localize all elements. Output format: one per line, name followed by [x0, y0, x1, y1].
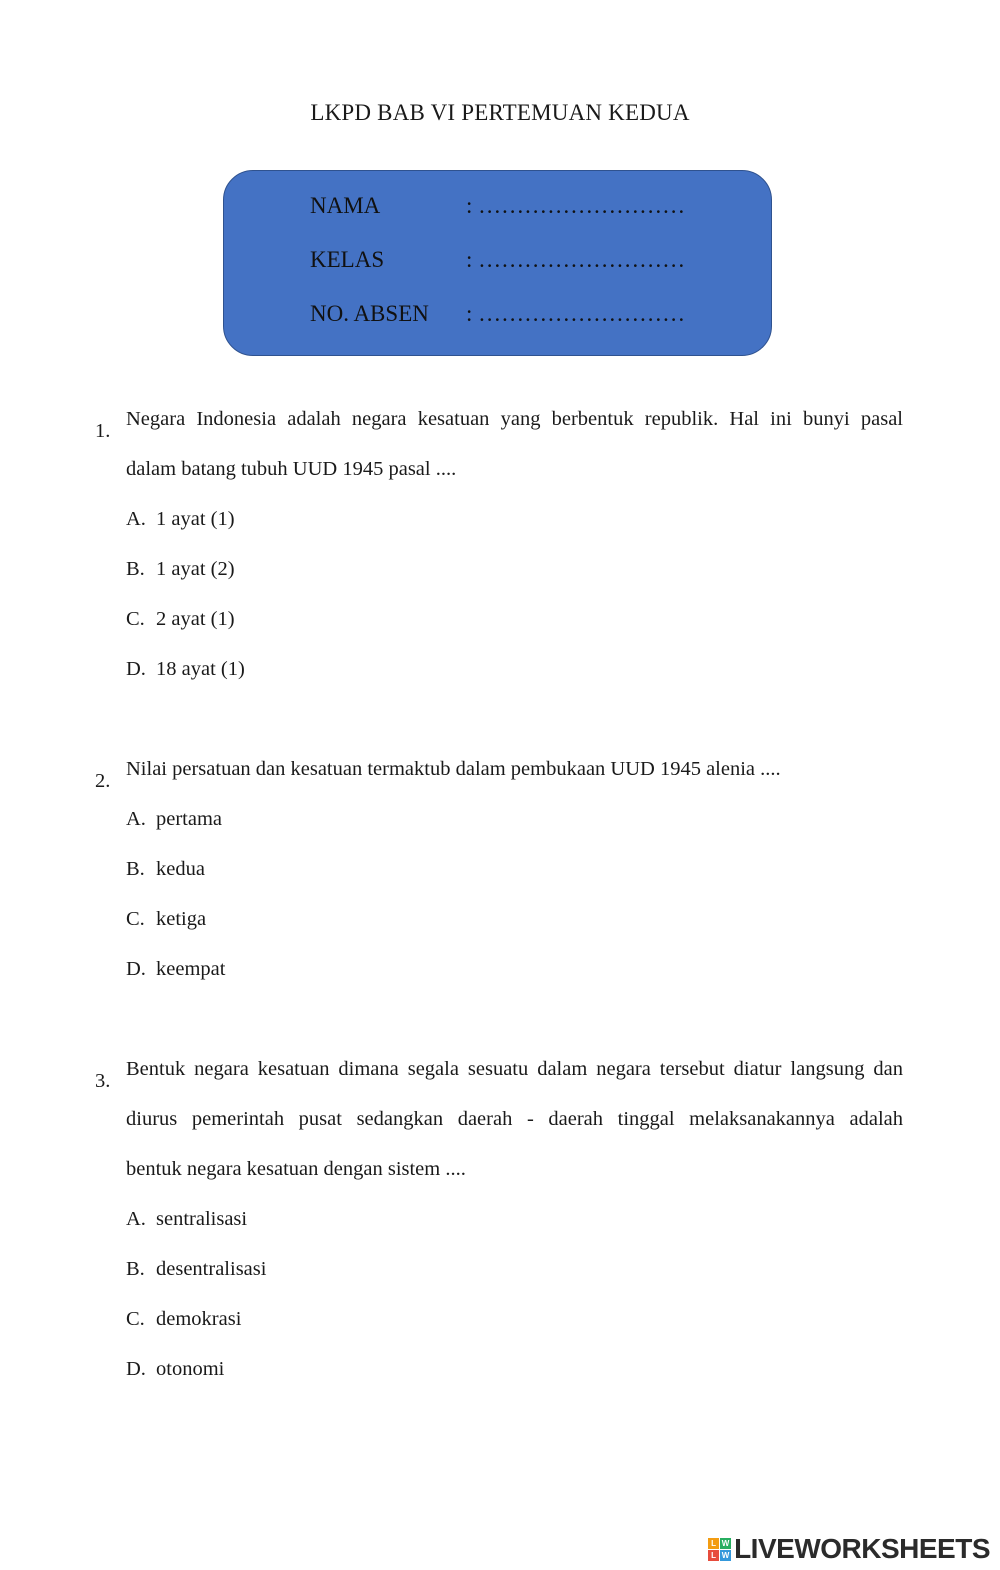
option-letter: B. — [126, 558, 145, 580]
logo-cell: W — [721, 1538, 730, 1548]
option-letter: C. — [126, 608, 145, 630]
option-text: desentralisasi — [156, 1258, 267, 1280]
option-letter: A. — [126, 508, 146, 530]
option-letter: D. — [126, 658, 146, 680]
liveworksheets-logo-icon — [708, 1538, 731, 1561]
answer-option[interactable] — [126, 1294, 903, 1344]
option-text: otonomi — [156, 1358, 225, 1380]
option-text: 2 ayat (1) — [156, 608, 235, 630]
question-number: 2. — [95, 770, 111, 792]
option-text: demokrasi — [156, 1308, 242, 1330]
answer-option[interactable] — [126, 494, 903, 544]
identity-blank[interactable]: : ……………………… — [466, 247, 686, 272]
option-letter: D. — [126, 958, 146, 980]
identity-blank[interactable]: : ……………………… — [466, 193, 686, 218]
option-text: keempat — [156, 958, 226, 980]
question-stem-line: dalam batang tubuh UUD 1945 pasal .... — [126, 458, 457, 480]
question-1 — [95, 409, 903, 709]
option-text: 1 ayat (1) — [156, 508, 235, 530]
identity-blank[interactable]: : ……………………… — [466, 301, 686, 326]
answer-option[interactable] — [126, 544, 903, 594]
answer-option[interactable] — [126, 944, 903, 994]
identity-label: KELAS — [310, 247, 385, 272]
option-letter: C. — [126, 908, 145, 930]
option-text: ketiga — [156, 908, 207, 930]
option-text: 1 ayat (2) — [156, 558, 235, 580]
option-text: sentralisasi — [156, 1208, 248, 1230]
logo-cell: L — [708, 1538, 719, 1549]
question-stem-line: diurus pemerintah pusat sedangkan daerah - daerah tinggal melaksanakannya adalah — [126, 1108, 903, 1130]
question-stem-line: Negara Indonesia adalah negara kesatuan yang berbentuk republik. Hal ini bunyi pasal — [126, 408, 903, 430]
option-letter: B. — [126, 858, 145, 880]
student-identity-box — [223, 170, 772, 356]
answer-option[interactable] — [126, 594, 903, 644]
answer-option[interactable] — [126, 644, 903, 694]
logo-cell: W — [721, 1550, 730, 1560]
question-number: 3. — [95, 1070, 111, 1092]
logo-cell: L — [708, 1550, 719, 1561]
identity-label: NAMA — [310, 193, 381, 218]
option-letter: A. — [126, 808, 146, 830]
question-2 — [95, 759, 903, 1009]
answer-option[interactable] — [126, 1244, 903, 1294]
option-letter: A. — [126, 1208, 146, 1230]
option-letter: C. — [126, 1308, 145, 1330]
question-stem-line: Nilai persatuan dan kesatuan termaktub dalam pembukaan UUD 1945 alenia .... — [126, 758, 781, 780]
liveworksheets-watermark — [708, 1534, 990, 1564]
answer-option[interactable] — [126, 894, 903, 944]
option-letter: D. — [126, 1358, 146, 1380]
option-text: kedua — [156, 858, 205, 880]
question-3 — [95, 1059, 903, 1409]
answer-option[interactable] — [126, 794, 903, 844]
identity-label: NO. ABSEN — [310, 301, 429, 326]
question-stem-line: bentuk negara kesatuan dengan sistem .... — [126, 1158, 466, 1180]
question-number: 1. — [95, 420, 111, 442]
liveworksheets-wordmark: LIVEWORKSHEETS — [734, 1533, 990, 1564]
answer-option[interactable] — [126, 1194, 903, 1244]
question-stem-line: Bentuk negara kesatuan dimana segala sesuatu dalam negara tersebut diatur langsung dan — [126, 1058, 903, 1080]
worksheet-title: LKPD BAB VI PERTEMUAN KEDUA — [310, 100, 690, 125]
answer-option[interactable] — [126, 1344, 903, 1394]
option-text: pertama — [156, 808, 223, 830]
option-letter: B. — [126, 1258, 145, 1280]
answer-option[interactable] — [126, 844, 903, 894]
option-text: 18 ayat (1) — [156, 658, 245, 680]
